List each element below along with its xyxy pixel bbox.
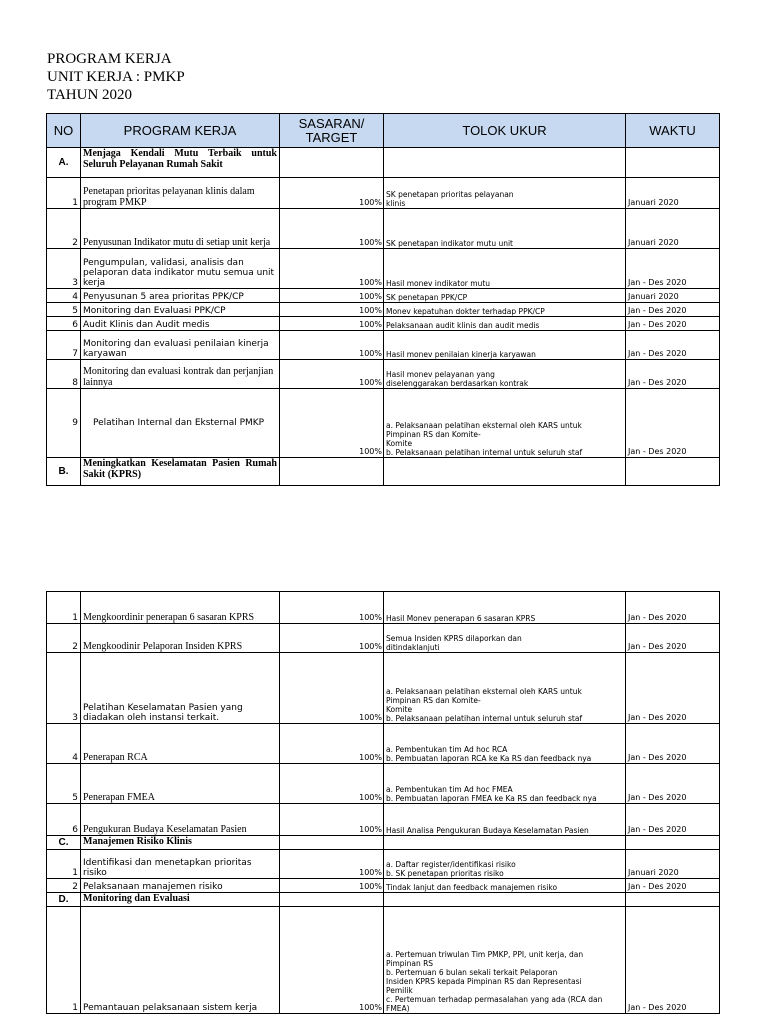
section-title: Monitoring dan Evaluasi xyxy=(81,893,280,907)
row-number: 3 xyxy=(47,249,81,289)
tolok-ukur-line: Semua Insiden KPRS dilaporkan dan xyxy=(386,634,522,643)
tolok-ukur-line: Pimpinan RS dan Komite- xyxy=(386,430,481,439)
tolok-ukur-line: klinis xyxy=(386,199,406,208)
table-row xyxy=(47,289,720,303)
tolok-ukur-cell xyxy=(384,389,626,458)
row-number: 6 xyxy=(47,804,81,836)
waktu-cell: Jan - Des 2020 xyxy=(626,907,720,1014)
target-cell: 100% xyxy=(280,178,384,209)
waktu-cell: Jan - Des 2020 xyxy=(626,303,720,317)
row-number: 6 xyxy=(47,317,81,331)
row-number: 1 xyxy=(47,850,81,879)
tolok-ukur-line: Hasil Monev penerapan 6 sasaran KPRS xyxy=(386,614,536,623)
target-cell: 100% xyxy=(280,764,384,804)
program-cell: Pengumpulan, validasi, analisis dan pelaporan data indikator mutu semua unit kerja xyxy=(81,249,280,289)
section-label: B. xyxy=(47,458,81,486)
col-header-sasaran: SASARAN/ TARGET xyxy=(280,114,384,148)
waktu-cell: Jan - Des 2020 xyxy=(626,331,720,360)
tolok-ukur-cell xyxy=(384,907,626,1014)
tolok-ukur-cell xyxy=(384,209,626,249)
section-title: Meningkatkan Keselamatan Pasien Rumah Sakit (KPRS) xyxy=(81,458,280,486)
tolok-ukur-cell xyxy=(384,724,626,764)
heading-title: PROGRAM KERJA xyxy=(47,51,172,67)
tolok-ukur-line: a. Pelaksanaan pelatihan eksternal oleh KARS untuk xyxy=(386,421,582,430)
program-cell: Penyusunan 5 area prioritas PPK/CP xyxy=(81,289,280,303)
tolok-ukur-cell xyxy=(384,249,626,289)
tolok-ukur-line: Komite xyxy=(386,705,413,714)
col-header-tolok: TOLOK UKUR xyxy=(384,114,626,148)
waktu-cell: Januari 2020 xyxy=(626,289,720,303)
target-cell: 100% xyxy=(280,360,384,389)
row-number: 3 xyxy=(47,653,81,724)
target-cell: 100% xyxy=(280,289,384,303)
waktu-cell: Jan - Des 2020 xyxy=(626,360,720,389)
tolok-ukur-line: a. Pelaksanaan pelatihan eksternal oleh KARS untuk xyxy=(386,687,582,696)
row-number: 2 xyxy=(47,209,81,249)
program-cell: Pelatihan Internal dan Eksternal PMKP xyxy=(81,389,280,458)
tolok-ukur-cell xyxy=(384,879,626,893)
tolok-ukur-cell xyxy=(384,289,626,303)
row-number: 5 xyxy=(47,303,81,317)
tolok-ukur-line: a. Pertemuan triwulan Tim PMKP, PPI, unit kerja, dan xyxy=(386,950,584,959)
target-cell: 100% xyxy=(280,724,384,764)
row-number: 4 xyxy=(47,724,81,764)
section-label: D. xyxy=(47,893,81,907)
section-row-d xyxy=(47,893,720,907)
tolok-ukur-cell xyxy=(384,360,626,389)
tolok-ukur-line: Pelaksanaan audit klinis dan audit medis xyxy=(386,321,540,330)
tolok-ukur-line: Hasil monev pelayanan yang xyxy=(386,370,495,379)
tolok-ukur-line: Hasil monev indikator mutu xyxy=(386,279,491,288)
waktu-cell: Jan - Des 2020 xyxy=(626,653,720,724)
program-cell: Pengukuran Budaya Keselamatan Pasien xyxy=(81,804,280,836)
program-cell: Pemantauan pelaksanaan sistem kerja xyxy=(81,907,280,1014)
row-number: 1 xyxy=(47,592,81,624)
waktu-cell: Januari 2020 xyxy=(626,850,720,879)
program-cell: Penerapan FMEA xyxy=(81,764,280,804)
target-cell: 100% xyxy=(280,249,384,289)
section-title: Manajemen Risiko Klinis xyxy=(81,836,280,850)
tolok-ukur-line: Komite xyxy=(386,439,413,448)
program-cell: Monitoring dan Evaluasi PPK/CP xyxy=(81,303,280,317)
program-cell: Mengkoodinir Pelaporan Insiden KPRS xyxy=(81,624,280,653)
tolok-ukur-line: SK penetapan prioritas pelayanan xyxy=(386,190,514,199)
target-cell: 100% xyxy=(280,303,384,317)
tolok-ukur-line: Monev kepatuhan dokter terhadap PPK/CP xyxy=(386,307,545,316)
target-cell: 100% xyxy=(280,624,384,653)
tolok-ukur-line: c. Pertemuan terhadap permasalahan yang ada (RCA dan xyxy=(386,995,603,1004)
tolok-ukur-cell xyxy=(384,850,626,879)
tolok-ukur-cell xyxy=(384,764,626,804)
tolok-ukur-cell xyxy=(384,592,626,624)
row-number: 1 xyxy=(47,907,81,1014)
program-cell: Penyusunan Indikator mutu di setiap unit kerja xyxy=(81,209,280,249)
row-number: 7 xyxy=(47,331,81,360)
target-cell: 100% xyxy=(280,804,384,836)
heading-year: TAHUN 2020 xyxy=(47,87,133,103)
row-number: 2 xyxy=(47,879,81,893)
tolok-ukur-line: Pimpinan RS dan Komite- xyxy=(386,696,481,705)
waktu-cell: Jan - Des 2020 xyxy=(626,764,720,804)
tolok-ukur-line: Hasil Analisa Pengukuran Budaya Keselamatan Pasien xyxy=(386,826,589,835)
tolok-ukur-line: b. SK penetapan prioritas risiko xyxy=(386,869,504,878)
tolok-ukur-line: diselenggarakan berdasarkan kontrak xyxy=(386,379,529,388)
table-row xyxy=(47,592,720,624)
col-header-no: NO xyxy=(47,114,81,148)
tolok-ukur-line: b. Pembuatan laporan RCA ke Ka RS dan feedback nya xyxy=(386,754,592,763)
table-row xyxy=(47,331,720,360)
tolok-ukur-line: ditindaklanjuti xyxy=(386,643,440,652)
table-row xyxy=(47,249,720,289)
target-cell: 100% xyxy=(280,331,384,360)
section-label: A. xyxy=(47,148,81,178)
waktu-cell: Jan - Des 2020 xyxy=(626,804,720,836)
tolok-ukur-cell xyxy=(384,624,626,653)
tolok-ukur-line: a. Daftar register/identifikasi risiko xyxy=(386,860,516,869)
heading-unit: UNIT KERJA : PMKP xyxy=(47,69,185,85)
tolok-ukur-line: Pimpinan RS xyxy=(386,959,434,968)
table-row xyxy=(47,804,720,836)
waktu-cell: Jan - Des 2020 xyxy=(626,724,720,764)
waktu-cell: Jan - Des 2020 xyxy=(626,879,720,893)
program-table-part2 xyxy=(46,591,720,1014)
program-cell: Monitoring dan evaluasi penilaian kinerja karyawan xyxy=(81,331,280,360)
table-row xyxy=(47,303,720,317)
program-cell: Audit Klinis dan Audit medis xyxy=(81,317,280,331)
table-row xyxy=(47,178,720,209)
table-row xyxy=(47,624,720,653)
tolok-ukur-cell xyxy=(384,178,626,209)
tolok-ukur-line: a. Pembentukan tim Ad hoc FMEA xyxy=(386,785,513,794)
table-row xyxy=(47,879,720,893)
target-cell: 100% xyxy=(280,389,384,458)
row-number: 2 xyxy=(47,624,81,653)
tolok-ukur-cell xyxy=(384,804,626,836)
tolok-ukur-cell xyxy=(384,303,626,317)
target-cell: 100% xyxy=(280,209,384,249)
program-cell: Pelatihan Keselamatan Pasien yang diadakan oleh instansi terkait. xyxy=(81,653,280,724)
table-row xyxy=(47,907,720,1014)
section-label: C. xyxy=(47,836,81,850)
row-number: 5 xyxy=(47,764,81,804)
target-cell: 100% xyxy=(280,653,384,724)
waktu-cell: Januari 2020 xyxy=(626,209,720,249)
target-cell: 100% xyxy=(280,592,384,624)
waktu-cell: Januari 2020 xyxy=(626,178,720,209)
row-number: 4 xyxy=(47,289,81,303)
program-cell: Monitoring dan evaluasi kontrak dan perjanjian lainnya xyxy=(81,360,280,389)
target-cell: 100% xyxy=(280,879,384,893)
program-cell: Penerapan RCA xyxy=(81,724,280,764)
tolok-ukur-line: SK penetapan indikator mutu unit xyxy=(386,239,513,248)
target-cell: 100% xyxy=(280,317,384,331)
tolok-ukur-line: b. Pertemuan 6 bulan sekali terkait Pelaporan xyxy=(386,968,558,977)
section-row-c xyxy=(47,836,720,850)
target-cell: 100% xyxy=(280,907,384,1014)
tolok-ukur-line: Hasil monev penilaian kinerja karyawan xyxy=(386,350,536,359)
tolok-ukur-line: Tindak lanjut dan feedback manajemen risiko xyxy=(386,883,558,892)
row-number: 8 xyxy=(47,360,81,389)
table-row xyxy=(47,389,720,458)
program-cell: Mengkoordinir penerapan 6 sasaran KPRS xyxy=(81,592,280,624)
col-header-waktu: WAKTU xyxy=(626,114,720,148)
tolok-ukur-cell xyxy=(384,653,626,724)
table-row xyxy=(47,360,720,389)
tolok-ukur-line: Pemilik xyxy=(386,986,413,995)
program-table-part1 xyxy=(46,113,720,486)
section-row-b xyxy=(47,458,720,486)
waktu-cell: Jan - Des 2020 xyxy=(626,624,720,653)
program-cell: Pelaksanaan manajemen risiko xyxy=(81,879,280,893)
table-row xyxy=(47,653,720,724)
waktu-cell: Jan - Des 2020 xyxy=(626,249,720,289)
tolok-ukur-line: a. Pembentukan tim Ad hoc RCA xyxy=(386,745,508,754)
table-row xyxy=(47,764,720,804)
waktu-cell: Jan - Des 2020 xyxy=(626,389,720,458)
target-cell: 100% xyxy=(280,850,384,879)
tolok-ukur-cell xyxy=(384,317,626,331)
row-number: 9 xyxy=(47,389,81,458)
program-cell: Identifikasi dan menetapkan prioritas risiko xyxy=(81,850,280,879)
document-heading xyxy=(47,50,185,104)
tolok-ukur-line: b. Pelaksanaan pelatihan internal untuk seluruh staf xyxy=(386,448,583,457)
row-number: 1 xyxy=(47,178,81,209)
table-row xyxy=(47,317,720,331)
table-row xyxy=(47,850,720,879)
table-row xyxy=(47,209,720,249)
tolok-ukur-line: b. Pelaksanaan pelatihan internal untuk seluruh staf xyxy=(386,714,583,723)
section-row-a xyxy=(47,148,720,178)
tolok-ukur-line: Insiden KPRS kepada Pimpinan RS dan Representasi xyxy=(386,977,582,986)
tolok-ukur-line: SK penetapan PPK/CP xyxy=(386,293,468,302)
tolok-ukur-line: FMEA) xyxy=(386,1004,410,1013)
waktu-cell: Jan - Des 2020 xyxy=(626,317,720,331)
program-cell: Penetapan prioritas pelayanan klinis dalam program PMKP xyxy=(81,178,280,209)
tolok-ukur-cell xyxy=(384,331,626,360)
table-row xyxy=(47,724,720,764)
col-header-program: PROGRAM KERJA xyxy=(81,114,280,148)
section-title: Menjaga Kendali Mutu Terbaik untuk Seluruh Pelayanan Rumah Sakit xyxy=(81,148,280,178)
waktu-cell: Jan - Des 2020 xyxy=(626,592,720,624)
tolok-ukur-line: b. Pembuatan laporan FMEA ke Ka RS dan feedback nya xyxy=(386,794,597,803)
